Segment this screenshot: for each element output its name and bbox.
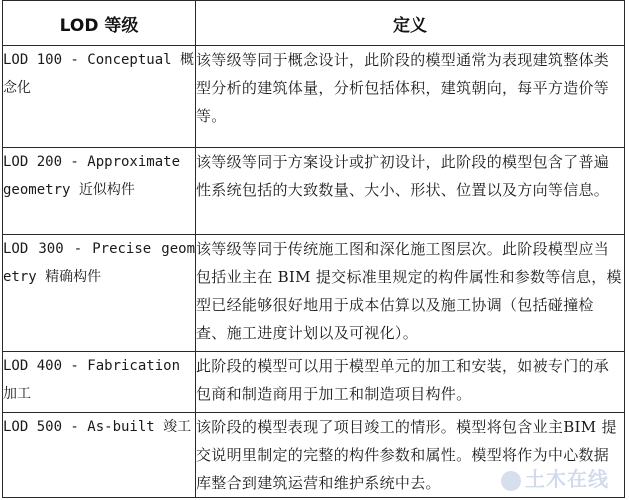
lod-definition-cell: 该等级等同于传统施工图和深化施工图层次。此阶段模型应当包括业主在 BIM 提交标准里规定的构件属性和参数等信息，模型已经能够很好地用于成本估算以及施工协调（包括碰撞检查、施工进度计划以及可视化）。 <box>196 235 625 352</box>
lod-definition-cell: 该等级等同于方案设计或扩初设计，此阶段的模型包含了普遍性系统包括的大致数量、大小、形状、位置以及方向等信息。 <box>196 148 625 235</box>
table-row <box>3 352 625 413</box>
lod-level-cell: LOD 400 - Fabrication 加工 <box>3 352 196 413</box>
lod-definition-table <box>2 0 625 498</box>
table-row <box>3 413 625 498</box>
lod-level-cell: LOD 300 - Precise geometry 精确构件 <box>3 235 196 352</box>
lod-level-cell: LOD 100 - Conceptual 概念化 <box>3 46 196 148</box>
table-header-row <box>3 1 625 46</box>
lod-definition-cell: 该阶段的模型表现了项目竣工的情形。模型将包含业主BIM 提交说明里制定的完整的构件参数和属性。模型将作为中心数据库整合到建筑运营和维护系统中去。 <box>196 413 625 498</box>
table-row <box>3 148 625 235</box>
header-lod-level: LOD 等级 <box>3 1 196 46</box>
lod-level-cell: LOD 500 - As-built 竣工 <box>3 413 196 498</box>
watermark-text: 土木在线 <box>525 467 609 491</box>
lod-level-cell: LOD 200 - Approximate geometry 近似构件 <box>3 148 196 235</box>
header-definition: 定义 <box>196 1 625 46</box>
table-row <box>3 46 625 148</box>
table-row <box>3 235 625 352</box>
lod-definition-cell: 该等级等同于概念设计，此阶段的模型通常为表现建筑整体类型分析的建筑体量，分析包括体积，建筑朝向，每平方造价等等。 <box>196 46 625 148</box>
lod-definition-cell: 此阶段的模型可以用于模型单元的加工和安装，如被专门的承包商和制造商用于加工和制造项目构件。 <box>196 352 625 413</box>
